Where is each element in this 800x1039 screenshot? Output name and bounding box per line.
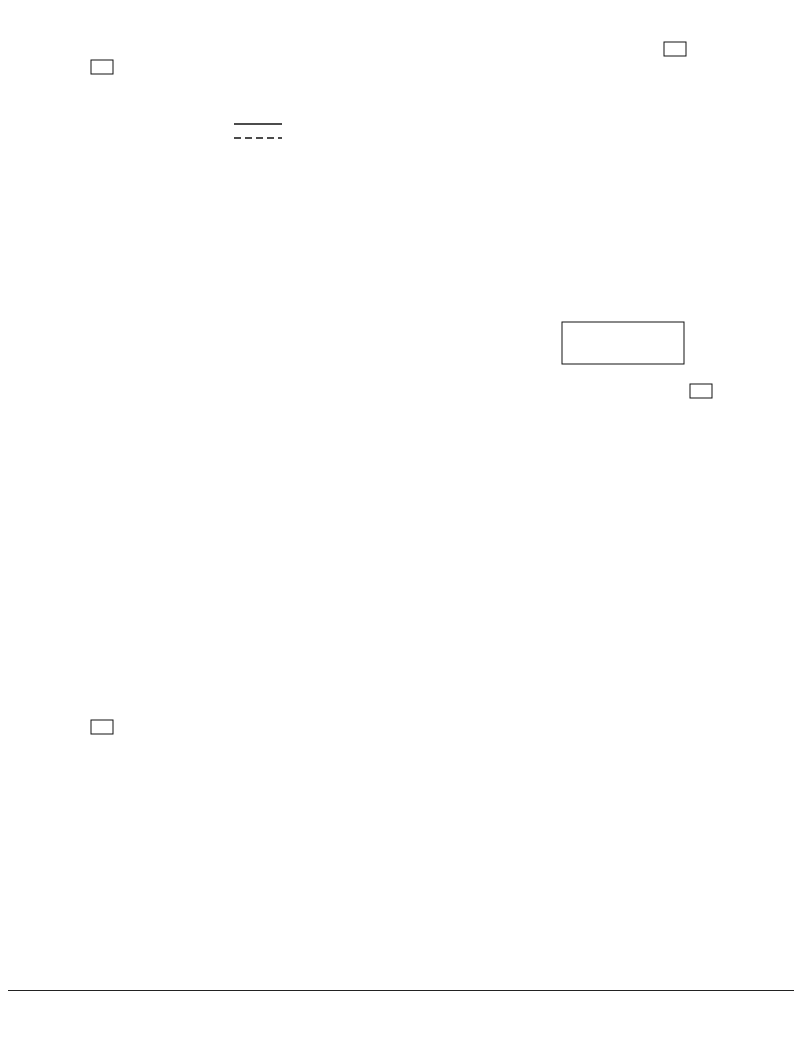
- cm-unit-box-left: [91, 720, 113, 734]
- kg-unit-box-left: [91, 60, 113, 74]
- cm-unit-box-right: [690, 384, 712, 398]
- top-unit-box: [664, 42, 686, 56]
- figure-caption: [8, 990, 794, 991]
- parents-box: [562, 322, 684, 364]
